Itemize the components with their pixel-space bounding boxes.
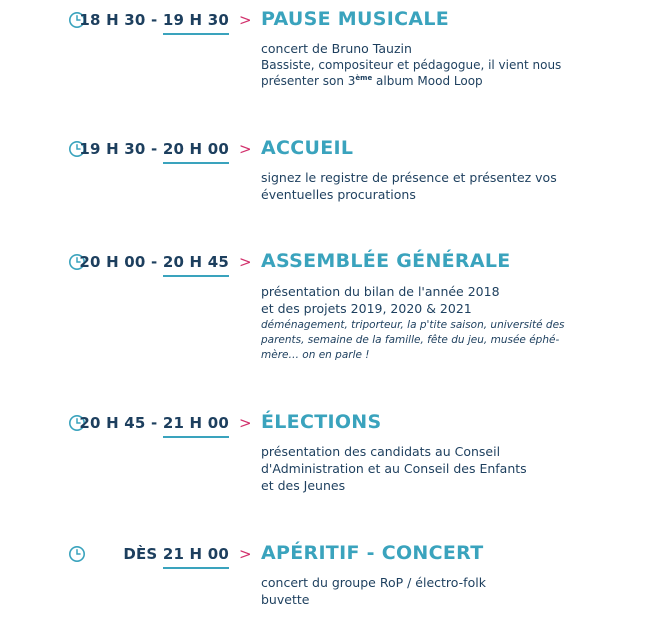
item-title: ACCUEIL — [261, 137, 354, 159]
time-start: 20 H 00 - — [79, 253, 163, 271]
time-end: 20 H 45 — [162, 253, 229, 271]
time-range — [79, 414, 229, 432]
description-line: présenter son 3ème album Mood Loop — [261, 74, 483, 88]
note-line: déménagement, triporteur, la p'tite saison, université des — [261, 319, 565, 331]
description-line: d'Administration et au Conseil des Enfants — [261, 461, 527, 476]
time-start: 20 H 45 - — [79, 414, 163, 432]
time-end: 19 H 30 — [162, 11, 229, 29]
item-title: PAUSE MUSICALE — [261, 8, 450, 30]
description-line: signez le registre de présence et présentez vos — [261, 170, 557, 185]
item-description-detail — [261, 57, 591, 89]
time-end: 21 H 00 — [162, 414, 229, 432]
time-range — [79, 253, 229, 271]
item-title: APÉRITIF - CONCERT — [261, 542, 484, 564]
time-start: 18 H 30 - — [79, 11, 163, 29]
item-description — [261, 169, 591, 203]
arrow-icon: > — [239, 414, 252, 432]
item-description — [261, 283, 591, 317]
time-end: 21 H 00 — [162, 545, 229, 563]
description-line: et des Jeunes — [261, 478, 346, 493]
description-line: et des projets 2019, 2020 & 2021 — [261, 301, 472, 316]
description-line: présentation des candidats au Conseil — [261, 444, 501, 459]
arrow-icon: > — [239, 545, 252, 563]
time-range — [79, 11, 229, 29]
description-line: présentation du bilan de l'année 2018 — [261, 284, 500, 299]
time-start: DÈS — [123, 545, 163, 563]
item-description — [261, 40, 591, 57]
note-line: parents, semaine de la famille, fête du jeu, musée éphé- — [261, 334, 560, 346]
arrow-icon: > — [239, 140, 252, 158]
item-note — [261, 318, 591, 363]
item-title: ÉLECTIONS — [261, 411, 382, 433]
clock-icon — [68, 545, 86, 563]
time-range — [79, 140, 229, 158]
note-line: mère… on en parle ! — [261, 349, 370, 361]
description-line: éventuelles procurations — [261, 187, 416, 202]
description-line: concert de Bruno Tauzin — [261, 41, 412, 56]
arrow-icon: > — [239, 253, 252, 271]
item-description — [261, 443, 591, 494]
description-line: Bassiste, compositeur et pédagogue, il vient nous — [261, 58, 562, 72]
item-description — [261, 574, 591, 608]
item-title: ASSEMBLÉE GÉNÉRALE — [261, 250, 511, 272]
description-line: concert du groupe RoP / électro-folk — [261, 575, 486, 590]
time-range — [123, 545, 229, 563]
arrow-icon: > — [239, 11, 252, 29]
description-line: buvette — [261, 592, 310, 607]
time-end: 20 H 00 — [162, 140, 229, 158]
time-start: 19 H 30 - — [79, 140, 163, 158]
